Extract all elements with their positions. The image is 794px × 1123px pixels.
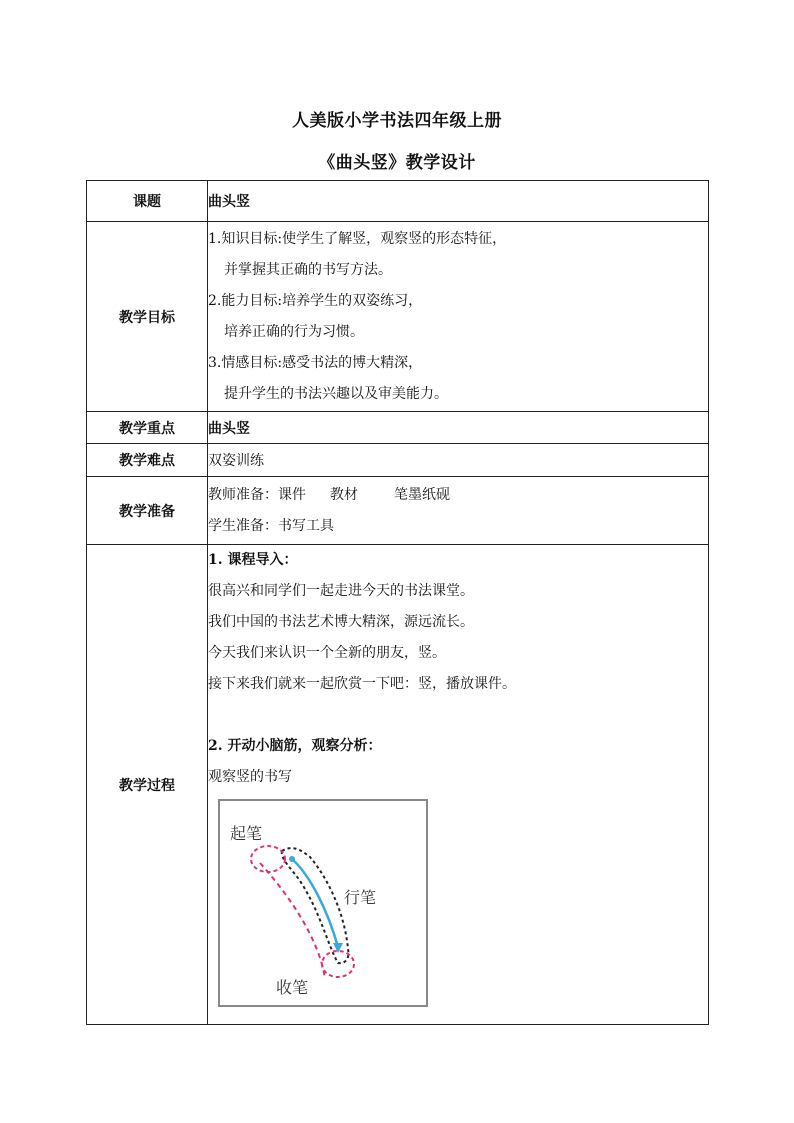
topic-value: 曲头竖	[208, 181, 709, 222]
goal-line: 1.知识目标:使学生了解竖，观察竖的形态特征，	[208, 230, 507, 247]
row-difficulty	[87, 444, 709, 477]
start-circle	[251, 846, 285, 872]
difficulty-value: 双姿训练	[208, 444, 709, 477]
goal-line: 提升学生的书法兴趣以及审美能力。	[224, 385, 448, 402]
move-stroke-label: 行笔	[344, 888, 377, 907]
difficulty-label: 教学难点	[87, 444, 208, 477]
lesson-plan-table	[86, 180, 709, 1025]
key-point-label: 教学重点	[87, 412, 208, 444]
document-subtitle: 《曲头竖》教学设计	[318, 153, 476, 173]
section1-title: 1. 课程导入：	[208, 552, 298, 568]
topic-label: 课题	[87, 181, 208, 222]
preparation-content	[208, 477, 709, 545]
row-goals	[87, 222, 709, 412]
student-preparation: 学生准备：书写工具	[208, 517, 334, 534]
row-preparation	[87, 477, 709, 545]
goal-line: 3.情感目标:感受书法的博大精深，	[208, 354, 423, 371]
start-stroke-label: 起笔	[230, 824, 263, 843]
teacher-prefix: 教师准备：课件	[208, 486, 306, 503]
direction-arrow	[292, 859, 338, 947]
key-point-value: 曲头竖	[208, 412, 709, 444]
goal-line: 并掌握其正确的书写方法。	[224, 261, 392, 278]
outer-guide-curve	[260, 863, 325, 979]
section1-line: 今天我们来认识一个全新的朋友，竖。	[208, 645, 446, 661]
end-stroke-label: 收笔	[276, 978, 309, 997]
section2-line: 观察竖的书写	[208, 769, 292, 785]
teacher-item-textbook: 教材	[330, 486, 358, 503]
goals-content	[208, 222, 709, 412]
document-title: 人美版小学书法四年级上册	[292, 111, 502, 131]
teacher-item-brush: 笔墨纸砚	[394, 486, 450, 503]
goal-line: 2.能力目标:培养学生的双姿练习，	[208, 292, 423, 309]
section1-line: 我们中国的书法艺术博大精深，源远流长。	[208, 614, 474, 630]
teacher-preparation	[208, 480, 708, 511]
row-key-point	[87, 412, 709, 444]
row-process	[87, 545, 709, 1025]
process-label: 教学过程	[87, 545, 208, 1025]
row-topic	[87, 181, 709, 222]
arrow-start-dot	[289, 856, 295, 862]
section1-line: 接下来我们就来一起欣赏一下吧：竖，播放课件。	[208, 676, 516, 692]
stroke-diagram	[218, 799, 428, 1007]
goal-line: 培养正确的行为习惯。	[224, 323, 364, 340]
process-content	[208, 545, 709, 1025]
section1-line: 很高兴和同学们一起走进今天的书法课堂。	[208, 583, 474, 599]
section2-title: 2. 开动小脑筋，观察分析：	[208, 738, 382, 754]
goals-label: 教学目标	[87, 222, 208, 412]
preparation-label: 教学准备	[87, 477, 208, 545]
